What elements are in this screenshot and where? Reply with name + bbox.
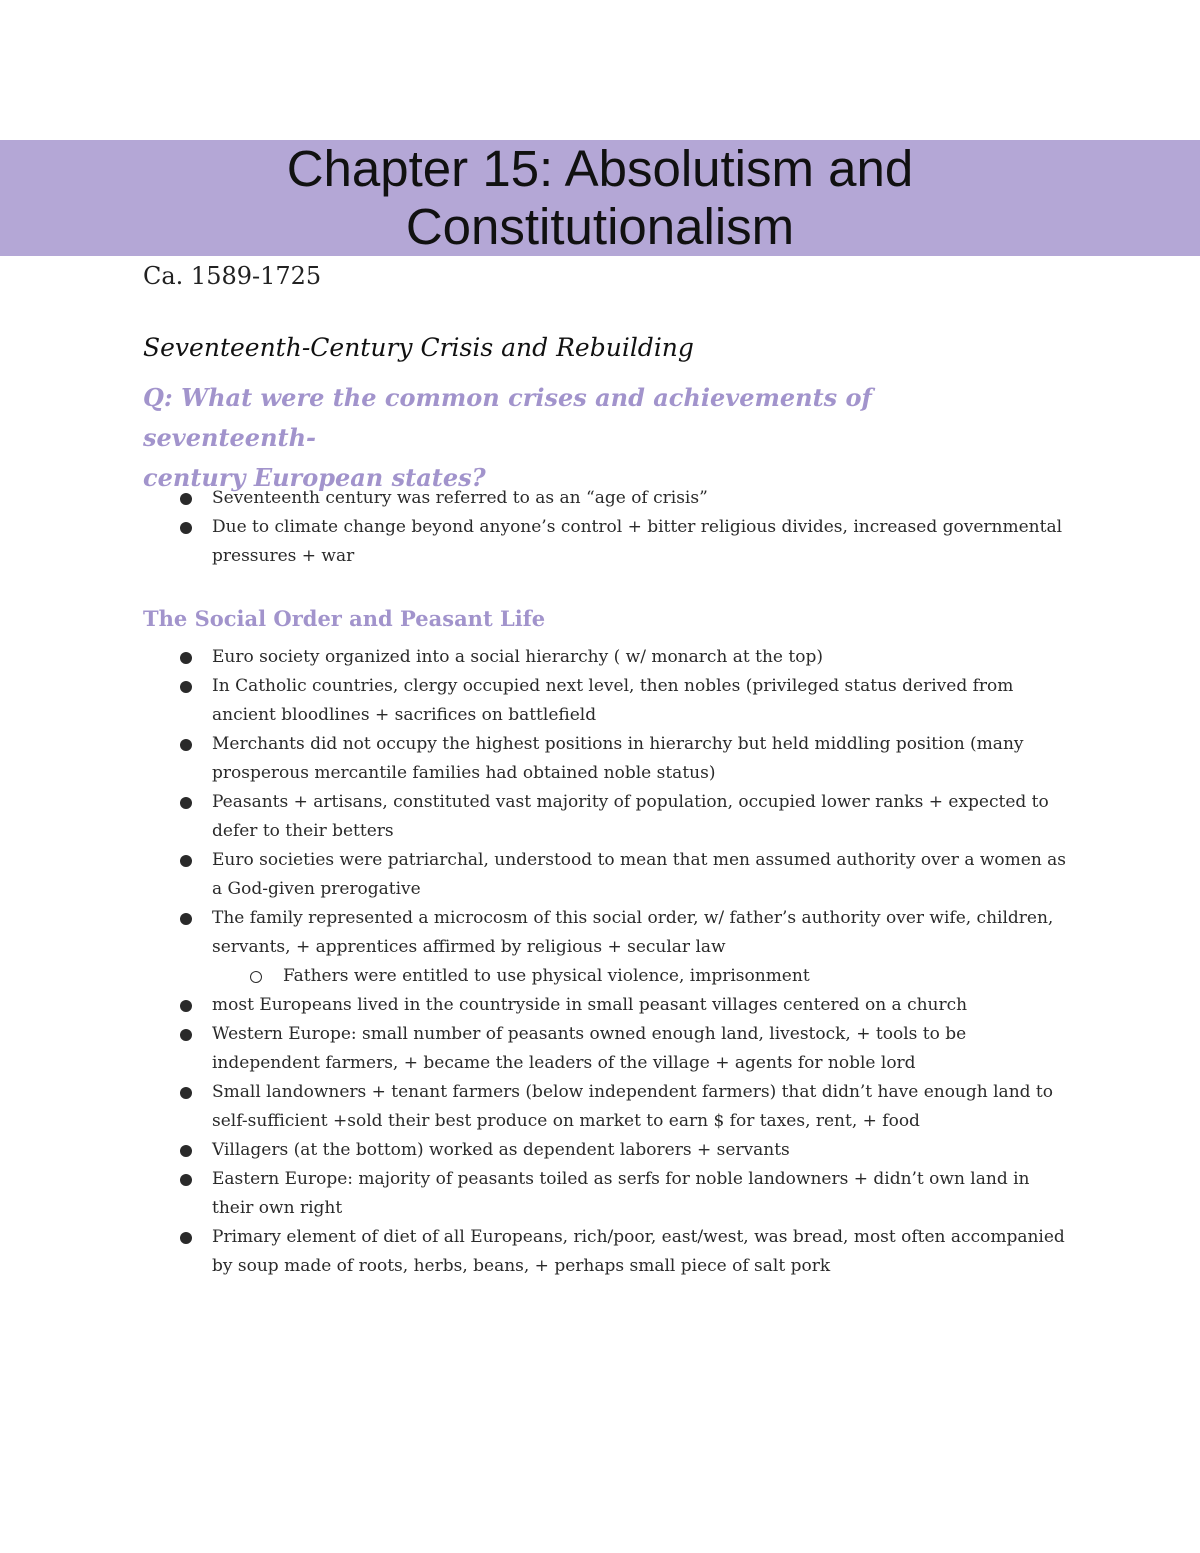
list-item [0, 904, 1072, 962]
list-item [0, 643, 1072, 672]
list-item-text: Primary element of diet of all Europeans, rich/poor, east/west, was bread, most often accompanied by soup made of roots, herbs, beans, + perhaps small piece of salt pork [212, 1227, 1065, 1276]
social-order-bullet-list [0, 643, 1073, 1281]
list-item [0, 513, 1072, 571]
crisis-bullet-list [0, 484, 1072, 571]
chapter-title-line-2: Constitutionalism [405, 198, 795, 255]
list-item [0, 846, 1072, 904]
date-range: Ca. 1589-1725 [143, 262, 322, 290]
chapter-title [0, 140, 1200, 256]
bullet-icon [180, 493, 192, 505]
list-item-text: Peasants + artisans, constituted vast majority of population, occupied lower ranks + expected to defer to their betters [212, 792, 1049, 841]
list-item [0, 788, 1072, 846]
list-item-text: Small landowners + tenant farmers (below independent farmers) that didn’t have enough land to self-sufficient +sold their best produce on market to earn $ for taxes, rent, + food [212, 1082, 1053, 1131]
list-item [0, 730, 1072, 788]
bullet-icon [180, 522, 192, 534]
list-item [0, 1020, 1072, 1078]
list-item [0, 1223, 1072, 1281]
bullet-icon [180, 913, 192, 925]
list-item [0, 1136, 1072, 1165]
bullet-icon [180, 681, 192, 693]
social-order-heading: The Social Order and Peasant Life [143, 606, 546, 631]
list-item-text: Seventeenth century was referred to as an “age of crisis” [212, 488, 708, 508]
list-item-text: Euro societies were patriarchal, understood to mean that men assumed authority over a women as a God-given prerogative [212, 850, 1067, 899]
bullet-icon [180, 1232, 192, 1244]
sub-list-item [0, 962, 1073, 991]
list-item-text: Villagers (at the bottom) worked as dependent laborers + servants [212, 1140, 790, 1160]
list-item-text: Eastern Europe: majority of peasants toiled as serfs for noble landowners + didn’t own land in their own right [212, 1169, 1030, 1218]
list-item-text: The family represented a microcosm of this social order, w/ father’s authority over wife, children, servants, + apprentices affirmed by religious + secular law [212, 908, 1054, 957]
list-item [0, 1165, 1072, 1223]
list-item-text: Euro society organized into a social hierarchy ( w/ monarch at the top) [212, 647, 823, 667]
bullet-icon [180, 1145, 192, 1157]
list-item-text: Merchants did not occupy the highest positions in hierarchy but held middling position (many prosperous mercantile families had obtained noble status) [212, 734, 1024, 783]
list-item [0, 484, 1072, 513]
list-item [0, 1078, 1072, 1136]
list-item-text: Due to climate change beyond anyone’s control + bitter religious divides, increased governmental pressures + war [212, 517, 1063, 566]
bullet-icon [180, 652, 192, 664]
chapter-title-line-1: Chapter 15: Absolutism and [286, 140, 914, 197]
bullet-icon [180, 855, 192, 867]
focus-question-line-2: century European states? [143, 463, 486, 492]
bullet-icon [180, 1029, 192, 1041]
list-item-text: Western Europe: small number of peasants owned enough land, livestock, + tools to be independent farmers, + became the leaders of the village + agents for noble lord [212, 1024, 967, 1073]
focus-question-line-1: Q: What were the common crises and achievements of seventeenth- [143, 383, 872, 452]
list-item-text: most Europeans lived in the countryside in small peasant villages centered on a church [212, 995, 968, 1015]
list-item [0, 991, 1072, 1020]
bullet-icon [180, 739, 192, 751]
hollow-bullet-icon [250, 971, 262, 983]
bullet-icon [180, 1174, 192, 1186]
focus-question [143, 378, 1043, 498]
section-title: Seventeenth-Century Crisis and Rebuilding [143, 333, 694, 362]
bullet-icon [180, 1000, 192, 1012]
bullet-icon [180, 1087, 192, 1099]
list-item [0, 672, 1072, 730]
list-item-text: In Catholic countries, clergy occupied next level, then nobles (privileged status derived from ancient bloodlines + sacrifices on battlefield [212, 676, 1014, 725]
bullet-icon [180, 797, 192, 809]
list-item-text: Fathers were entitled to use physical violence, imprisonment [283, 966, 810, 986]
